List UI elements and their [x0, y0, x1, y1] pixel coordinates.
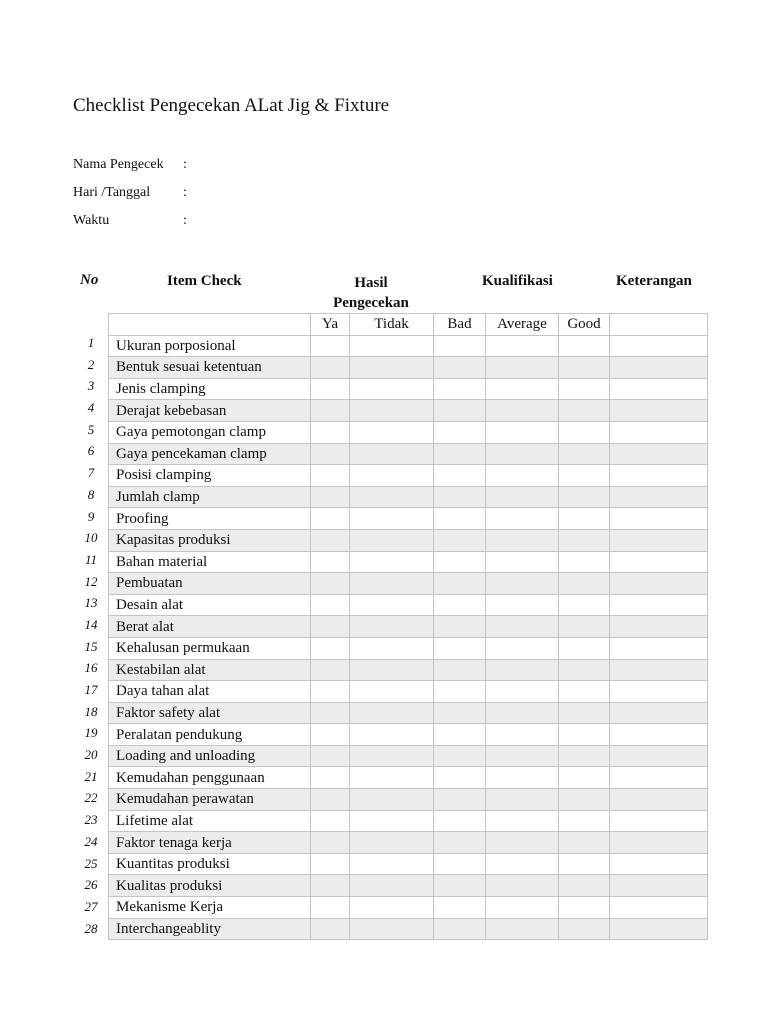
- keterangan-cell[interactable]: [610, 789, 708, 811]
- item-check-cell: Faktor safety alat: [109, 702, 311, 724]
- keterangan-cell[interactable]: [610, 724, 708, 746]
- check-bad-cell[interactable]: [434, 378, 486, 400]
- keterangan-cell[interactable]: [610, 443, 708, 465]
- keterangan-cell[interactable]: [610, 853, 708, 875]
- check-good-cell[interactable]: [559, 875, 610, 897]
- keterangan-cell[interactable]: [610, 767, 708, 789]
- check-ya-cell[interactable]: [311, 875, 350, 897]
- check-ya-cell[interactable]: [311, 616, 350, 638]
- check-tidak-cell[interactable]: [350, 508, 434, 530]
- check-average-cell[interactable]: [486, 637, 559, 659]
- check-average-cell[interactable]: [486, 508, 559, 530]
- check-tidak-cell[interactable]: [350, 357, 434, 379]
- item-check-cell: Pembuatan: [109, 573, 311, 595]
- check-average-cell[interactable]: [486, 918, 559, 940]
- check-tidak-cell[interactable]: [350, 378, 434, 400]
- table-row: [109, 357, 708, 379]
- item-check-cell: Kualitas produksi: [109, 875, 311, 897]
- header-no: No: [80, 272, 99, 288]
- item-check-cell: Faktor tenaga kerja: [109, 832, 311, 854]
- check-ya-cell[interactable]: [311, 853, 350, 875]
- check-average-cell[interactable]: [486, 789, 559, 811]
- check-ya-cell[interactable]: [311, 594, 350, 616]
- row-number: 23: [84, 812, 98, 828]
- header-hasil-line1: Hasil: [354, 275, 388, 291]
- keterangan-cell[interactable]: [610, 681, 708, 703]
- keterangan-cell[interactable]: [610, 378, 708, 400]
- check-bad-cell[interactable]: [434, 335, 486, 357]
- check-ya-cell[interactable]: [311, 832, 350, 854]
- item-check-cell: Kemudahan perawatan: [109, 789, 311, 811]
- check-tidak-cell[interactable]: [350, 853, 434, 875]
- row-number: 8: [87, 486, 95, 502]
- check-good-cell[interactable]: [559, 465, 610, 487]
- table-row: [109, 400, 708, 422]
- check-tidak-cell[interactable]: [350, 637, 434, 659]
- keterangan-cell[interactable]: [610, 421, 708, 443]
- check-average-cell[interactable]: [486, 486, 559, 508]
- row-number: 6: [87, 443, 95, 459]
- keterangan-cell[interactable]: [610, 551, 708, 573]
- check-tidak-cell[interactable]: [350, 767, 434, 789]
- item-check-cell: Ukuran porposional: [109, 335, 311, 357]
- check-ya-cell[interactable]: [311, 335, 350, 357]
- check-ya-cell[interactable]: [311, 767, 350, 789]
- check-bad-cell[interactable]: [434, 853, 486, 875]
- keterangan-cell[interactable]: [610, 529, 708, 551]
- check-good-cell[interactable]: [559, 529, 610, 551]
- check-good-cell[interactable]: [559, 443, 610, 465]
- row-number: 11: [84, 551, 98, 567]
- table-row: [109, 853, 708, 875]
- header-keterangan: Keterangan: [616, 273, 692, 289]
- subheader-tidak: Tidak: [350, 314, 434, 336]
- check-good-cell[interactable]: [559, 357, 610, 379]
- check-ya-cell[interactable]: [311, 486, 350, 508]
- check-good-cell[interactable]: [559, 659, 610, 681]
- check-average-cell[interactable]: [486, 659, 559, 681]
- field-label: Hari /Tanggal: [73, 185, 151, 200]
- check-average-cell[interactable]: [486, 551, 559, 573]
- check-ya-cell[interactable]: [311, 573, 350, 595]
- row-number: 13: [84, 595, 98, 611]
- item-check-cell: Lifetime alat: [109, 810, 311, 832]
- table-row: [109, 465, 708, 487]
- check-ya-cell[interactable]: [311, 465, 350, 487]
- item-check-cell: Proofing: [109, 508, 311, 530]
- item-check-cell: Gaya pemotongan clamp: [109, 421, 311, 443]
- check-good-cell[interactable]: [559, 508, 610, 530]
- check-average-cell[interactable]: [486, 529, 559, 551]
- check-tidak-cell[interactable]: [350, 335, 434, 357]
- check-average-cell[interactable]: [486, 745, 559, 767]
- check-tidak-cell[interactable]: [350, 551, 434, 573]
- keterangan-cell[interactable]: [610, 897, 708, 919]
- check-ya-cell[interactable]: [311, 378, 350, 400]
- check-average-cell[interactable]: [486, 702, 559, 724]
- check-average-cell[interactable]: [486, 616, 559, 638]
- keterangan-cell[interactable]: [610, 810, 708, 832]
- keterangan-cell[interactable]: [610, 659, 708, 681]
- check-bad-cell[interactable]: [434, 637, 486, 659]
- keterangan-cell[interactable]: [610, 637, 708, 659]
- check-bad-cell[interactable]: [434, 529, 486, 551]
- table-row: [109, 767, 708, 789]
- row-number: 15: [84, 638, 98, 654]
- check-bad-cell[interactable]: [434, 724, 486, 746]
- table-row: [109, 508, 708, 530]
- check-bad-cell[interactable]: [434, 659, 486, 681]
- keterangan-cell[interactable]: [610, 702, 708, 724]
- table-row: [109, 681, 708, 703]
- header-hasil-pengecekan: [310, 273, 432, 313]
- row-number: 3: [87, 378, 95, 394]
- row-number: 7: [87, 465, 95, 481]
- check-good-cell[interactable]: [559, 421, 610, 443]
- check-bad-cell[interactable]: [434, 616, 486, 638]
- row-number: 20: [84, 747, 98, 763]
- header-hasil-line2: Pengecekan: [333, 295, 409, 311]
- check-ya-cell[interactable]: [311, 659, 350, 681]
- row-number: 19: [84, 725, 98, 741]
- row-number: 26: [84, 877, 98, 893]
- field-hari-tanggal: [73, 185, 187, 201]
- check-average-cell[interactable]: [486, 573, 559, 595]
- item-check-cell: Bahan material: [109, 551, 311, 573]
- item-check-cell: Kuantitas produksi: [109, 853, 311, 875]
- item-check-cell: Gaya pencekaman clamp: [109, 443, 311, 465]
- check-tidak-cell[interactable]: [350, 486, 434, 508]
- check-good-cell[interactable]: [559, 918, 610, 940]
- check-bad-cell[interactable]: [434, 897, 486, 919]
- field-label: Waktu: [73, 213, 110, 228]
- row-number: 24: [84, 833, 98, 849]
- check-average-cell[interactable]: [486, 810, 559, 832]
- item-check-cell: Bentuk sesuai ketentuan: [109, 357, 311, 379]
- check-tidak-cell[interactable]: [350, 875, 434, 897]
- check-bad-cell[interactable]: [434, 486, 486, 508]
- check-bad-cell[interactable]: [434, 573, 486, 595]
- row-number: 18: [84, 703, 98, 719]
- check-ya-cell[interactable]: [311, 789, 350, 811]
- table-row: [109, 335, 708, 357]
- check-bad-cell[interactable]: [434, 767, 486, 789]
- table-row: [109, 918, 708, 940]
- check-tidak-cell[interactable]: [350, 594, 434, 616]
- check-bad-cell[interactable]: [434, 443, 486, 465]
- check-average-cell[interactable]: [486, 767, 559, 789]
- item-check-cell: Loading and unloading: [109, 745, 311, 767]
- check-ya-cell[interactable]: [311, 508, 350, 530]
- check-good-cell[interactable]: [559, 832, 610, 854]
- table-row: [109, 702, 708, 724]
- item-check-cell: Desain alat: [109, 594, 311, 616]
- check-good-cell[interactable]: [559, 724, 610, 746]
- check-bad-cell[interactable]: [434, 594, 486, 616]
- table-row: [109, 659, 708, 681]
- table-row: [109, 529, 708, 551]
- check-tidak-cell[interactable]: [350, 573, 434, 595]
- row-number: 21: [84, 768, 98, 784]
- check-ya-cell[interactable]: [311, 681, 350, 703]
- check-average-cell[interactable]: [486, 853, 559, 875]
- check-tidak-cell[interactable]: [350, 810, 434, 832]
- check-good-cell[interactable]: [559, 897, 610, 919]
- keterangan-cell[interactable]: [610, 594, 708, 616]
- row-numbers: [79, 335, 103, 942]
- row-number: 2: [87, 356, 95, 372]
- check-ya-cell[interactable]: [311, 637, 350, 659]
- check-bad-cell[interactable]: [434, 421, 486, 443]
- table-row: [109, 551, 708, 573]
- subheader-ya: Ya: [311, 314, 350, 336]
- subheader-average: Average: [486, 314, 559, 336]
- row-number: 22: [84, 790, 98, 806]
- check-tidak-cell[interactable]: [350, 702, 434, 724]
- item-check-cell: Peralatan pendukung: [109, 724, 311, 746]
- item-check-cell: Derajat kebebasan: [109, 400, 311, 422]
- item-check-cell: Jumlah clamp: [109, 486, 311, 508]
- keterangan-cell[interactable]: [610, 745, 708, 767]
- check-bad-cell[interactable]: [434, 357, 486, 379]
- keterangan-cell[interactable]: [610, 832, 708, 854]
- check-average-cell[interactable]: [486, 681, 559, 703]
- check-ya-cell[interactable]: [311, 702, 350, 724]
- check-average-cell[interactable]: [486, 421, 559, 443]
- check-ya-cell[interactable]: [311, 529, 350, 551]
- keterangan-cell[interactable]: [610, 357, 708, 379]
- check-bad-cell[interactable]: [434, 789, 486, 811]
- table-row: [109, 378, 708, 400]
- table-row: [109, 616, 708, 638]
- keterangan-cell[interactable]: [610, 465, 708, 487]
- keterangan-cell[interactable]: [610, 486, 708, 508]
- table-row: [109, 745, 708, 767]
- keterangan-cell[interactable]: [610, 875, 708, 897]
- item-check-cell: Kapasitas produksi: [109, 529, 311, 551]
- check-tidak-cell[interactable]: [350, 745, 434, 767]
- check-good-cell[interactable]: [559, 702, 610, 724]
- check-ya-cell[interactable]: [311, 443, 350, 465]
- check-ya-cell[interactable]: [311, 551, 350, 573]
- check-bad-cell[interactable]: [434, 508, 486, 530]
- check-tidak-cell[interactable]: [350, 789, 434, 811]
- check-average-cell[interactable]: [486, 443, 559, 465]
- check-bad-cell[interactable]: [434, 918, 486, 940]
- item-check-cell: Kestabilan alat: [109, 659, 311, 681]
- row-number: 1: [87, 335, 95, 350]
- field-nama-pengecek: [73, 157, 187, 173]
- check-good-cell[interactable]: [559, 378, 610, 400]
- table-row: [109, 832, 708, 854]
- check-average-cell[interactable]: [486, 875, 559, 897]
- check-tidak-cell[interactable]: [350, 616, 434, 638]
- field-separator: :: [183, 213, 187, 228]
- table-row: [109, 573, 708, 595]
- check-tidak-cell[interactable]: [350, 832, 434, 854]
- item-check-cell: Mekanisme Kerja: [109, 897, 311, 919]
- row-number: 17: [84, 682, 98, 697]
- check-bad-cell[interactable]: [434, 681, 486, 703]
- table-row: [109, 486, 708, 508]
- item-check-cell: Kemudahan penggunaan: [109, 767, 311, 789]
- check-good-cell[interactable]: [559, 681, 610, 703]
- row-number: 27: [84, 898, 98, 914]
- subheader-row: [109, 314, 708, 336]
- check-bad-cell[interactable]: [434, 702, 486, 724]
- check-tidak-cell[interactable]: [350, 918, 434, 940]
- row-number: 28: [84, 920, 98, 936]
- item-check-cell: Posisi clamping: [109, 465, 311, 487]
- check-bad-cell[interactable]: [434, 832, 486, 854]
- row-number: 12: [84, 573, 98, 589]
- header-item-check: Item Check: [167, 273, 242, 289]
- check-average-cell[interactable]: [486, 465, 559, 487]
- row-number: 5: [87, 421, 95, 437]
- subheader-keterangan-blank: [610, 314, 708, 336]
- check-ya-cell[interactable]: [311, 810, 350, 832]
- check-tidak-cell[interactable]: [350, 724, 434, 746]
- keterangan-cell[interactable]: [610, 400, 708, 422]
- item-check-cell: Interchangeablity: [109, 918, 311, 940]
- check-average-cell[interactable]: [486, 378, 559, 400]
- check-tidak-cell[interactable]: [350, 443, 434, 465]
- subheader-item-blank: [109, 314, 311, 336]
- checklist-table: [108, 313, 708, 940]
- table-row: [109, 789, 708, 811]
- check-ya-cell[interactable]: [311, 400, 350, 422]
- check-average-cell[interactable]: [486, 594, 559, 616]
- subheader-good: Good: [559, 314, 610, 336]
- table-row: [109, 810, 708, 832]
- check-ya-cell[interactable]: [311, 745, 350, 767]
- subheader-bad: Bad: [434, 314, 486, 336]
- check-average-cell[interactable]: [486, 357, 559, 379]
- check-average-cell[interactable]: [486, 832, 559, 854]
- check-tidak-cell[interactable]: [350, 400, 434, 422]
- check-good-cell[interactable]: [559, 745, 610, 767]
- item-check-cell: Daya tahan alat: [109, 681, 311, 703]
- check-good-cell[interactable]: [559, 551, 610, 573]
- check-bad-cell[interactable]: [434, 875, 486, 897]
- document-title: Checklist Pengecekan ALat Jig & Fixture: [73, 95, 390, 116]
- check-tidak-cell[interactable]: [350, 421, 434, 443]
- field-separator: :: [183, 157, 187, 172]
- table-row: [109, 594, 708, 616]
- check-bad-cell[interactable]: [434, 400, 486, 422]
- field-label: Nama Pengecek: [73, 157, 164, 172]
- check-good-cell[interactable]: [559, 594, 610, 616]
- header-kualifikasi: Kualifikasi: [482, 273, 553, 289]
- item-check-cell: Kehalusan permukaan: [109, 637, 311, 659]
- check-good-cell[interactable]: [559, 637, 610, 659]
- table-row: [109, 421, 708, 443]
- keterangan-cell[interactable]: [610, 335, 708, 357]
- item-check-cell: Jenis clamping: [109, 378, 311, 400]
- check-bad-cell[interactable]: [434, 745, 486, 767]
- check-good-cell[interactable]: [559, 335, 610, 357]
- check-good-cell[interactable]: [559, 573, 610, 595]
- row-number: 14: [84, 616, 98, 632]
- item-check-cell: Berat alat: [109, 616, 311, 638]
- field-waktu: [73, 213, 187, 229]
- check-good-cell[interactable]: [559, 810, 610, 832]
- check-bad-cell[interactable]: [434, 551, 486, 573]
- check-good-cell[interactable]: [559, 400, 610, 422]
- row-number: 4: [87, 400, 95, 416]
- table-row: [109, 875, 708, 897]
- table-row: [109, 897, 708, 919]
- keterangan-cell[interactable]: [610, 508, 708, 530]
- check-average-cell[interactable]: [486, 400, 559, 422]
- check-good-cell[interactable]: [559, 789, 610, 811]
- check-tidak-cell[interactable]: [350, 529, 434, 551]
- check-average-cell[interactable]: [486, 724, 559, 746]
- check-tidak-cell[interactable]: [350, 465, 434, 487]
- check-tidak-cell[interactable]: [350, 659, 434, 681]
- check-ya-cell[interactable]: [311, 421, 350, 443]
- check-ya-cell[interactable]: [311, 918, 350, 940]
- check-good-cell[interactable]: [559, 616, 610, 638]
- row-number: 10: [84, 530, 98, 546]
- check-tidak-cell[interactable]: [350, 897, 434, 919]
- keterangan-cell[interactable]: [610, 616, 708, 638]
- field-separator: :: [183, 185, 187, 200]
- check-bad-cell[interactable]: [434, 465, 486, 487]
- keterangan-cell[interactable]: [610, 918, 708, 940]
- check-average-cell[interactable]: [486, 897, 559, 919]
- row-number: 25: [84, 855, 98, 871]
- check-ya-cell[interactable]: [311, 724, 350, 746]
- check-bad-cell[interactable]: [434, 810, 486, 832]
- keterangan-cell[interactable]: [610, 573, 708, 595]
- check-good-cell[interactable]: [559, 853, 610, 875]
- check-good-cell[interactable]: [559, 767, 610, 789]
- table-row: [109, 637, 708, 659]
- table-row: [109, 443, 708, 465]
- check-ya-cell[interactable]: [311, 357, 350, 379]
- check-good-cell[interactable]: [559, 486, 610, 508]
- check-average-cell[interactable]: [486, 335, 559, 357]
- check-ya-cell[interactable]: [311, 897, 350, 919]
- check-tidak-cell[interactable]: [350, 681, 434, 703]
- row-number: 16: [84, 660, 98, 676]
- row-number: 9: [87, 508, 95, 524]
- table-row: [109, 724, 708, 746]
